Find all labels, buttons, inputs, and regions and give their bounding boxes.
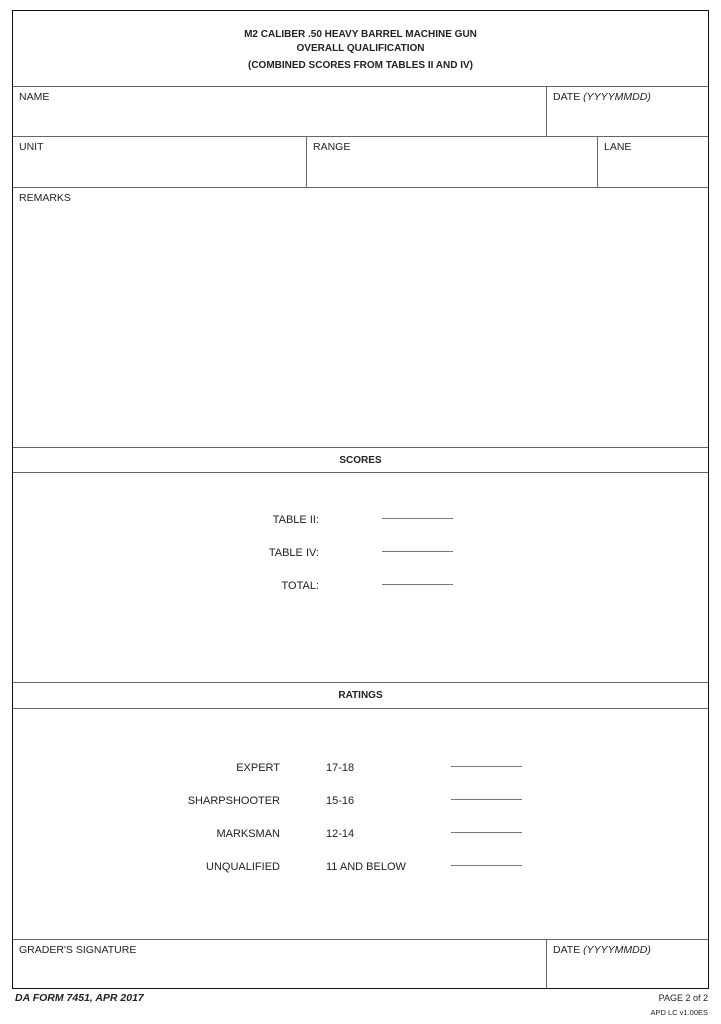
rating-marksman-label: MARKSMAN: [216, 828, 280, 840]
unit-label: UNIT: [19, 141, 44, 153]
score-label-table-iv: TABLE IV:: [268, 547, 319, 559]
signature-row: [13, 939, 708, 988]
page-number: PAGE 2 of 2: [658, 993, 708, 1003]
grader-signature-label: GRADER'S SIGNATURE: [19, 944, 137, 956]
remarks-label: REMARKS: [19, 192, 71, 204]
lane-field[interactable]: [597, 137, 708, 187]
rating-expert-range: 17-18: [326, 762, 355, 774]
rating-unqualified-input[interactable]: [451, 865, 522, 866]
rating-sharpshooter-label: SHARPSHOOTER: [187, 795, 280, 807]
qualification-form: [12, 10, 709, 989]
scores-section: [13, 472, 708, 682]
rating-sharpshooter-input[interactable]: [451, 799, 522, 800]
rating-expert-input[interactable]: [451, 766, 522, 767]
score-input-table-ii[interactable]: [382, 518, 453, 519]
scores-header: SCORES: [13, 447, 708, 472]
rating-unqualified-range: 11 AND BELOW: [326, 861, 406, 873]
range-label: RANGE: [313, 141, 351, 153]
rating-marksman-input[interactable]: [451, 832, 522, 833]
date-field[interactable]: [546, 87, 708, 136]
score-label-total: TOTAL:: [281, 580, 319, 592]
name-field[interactable]: [13, 87, 546, 136]
rating-unqualified-label: UNQUALIFIED: [206, 861, 280, 873]
name-date-row: [13, 86, 708, 136]
lane-label: LANE: [604, 141, 632, 153]
remarks-field[interactable]: [13, 187, 708, 447]
grader-signature-field[interactable]: [13, 940, 546, 988]
rating-marksman-range: 12-14: [326, 828, 355, 840]
score-input-table-iv[interactable]: [382, 551, 453, 552]
rating-sharpshooter-range: 15-16: [326, 795, 355, 807]
name-label: NAME: [19, 91, 50, 103]
ratings-section: [13, 708, 708, 939]
date-label: DATE (YYYYMMDD): [553, 91, 651, 103]
rating-expert-label: EXPERT: [236, 762, 280, 774]
unit-range-lane-row: [13, 136, 708, 187]
range-field[interactable]: [306, 137, 597, 187]
score-label-table-ii: TABLE II:: [272, 514, 319, 526]
unit-field[interactable]: [13, 137, 306, 187]
version-label: APD LC v1.00ES: [650, 1008, 708, 1017]
title-line-3: (COMBINED SCORES FROM TABLES II AND IV): [248, 60, 473, 71]
form-title: [13, 11, 708, 86]
title-line-1: M2 CALIBER .50 HEAVY BARREL MACHINE GUN: [244, 29, 477, 40]
score-input-total[interactable]: [382, 584, 453, 585]
ratings-header: RATINGS: [13, 682, 708, 708]
signature-date-field[interactable]: [546, 940, 708, 988]
form-id: DA FORM 7451, APR 2017: [15, 992, 144, 1004]
title-line-2: OVERALL QUALIFICATION: [296, 43, 425, 54]
signature-date-label: DATE (YYYYMMDD): [553, 944, 651, 956]
